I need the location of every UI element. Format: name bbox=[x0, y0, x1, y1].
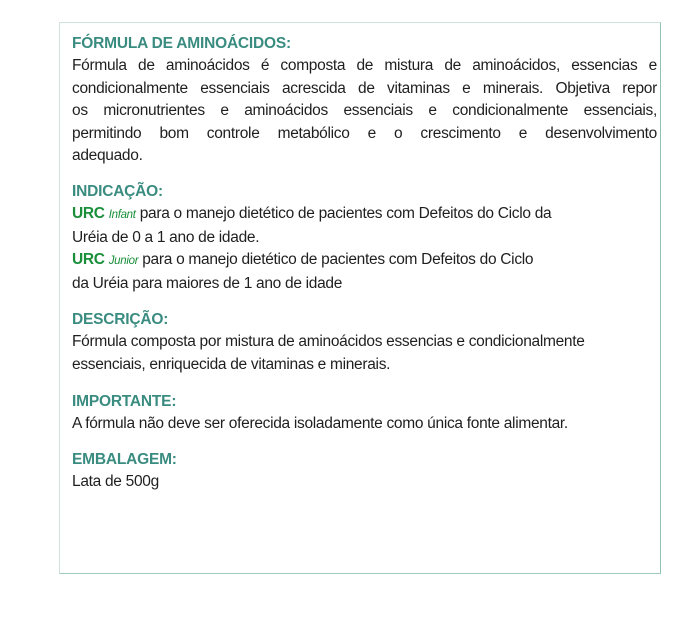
urc-junior-label: Junior bbox=[108, 255, 139, 268]
importante-heading: IMPORTANTE: bbox=[72, 392, 177, 410]
formula-line: permitindo bom controle metabólico e o crescimento e desenvolvimento bbox=[72, 124, 657, 142]
descricao-heading: DESCRIÇÃO: bbox=[72, 311, 169, 329]
urc-brand-label: URC bbox=[72, 251, 105, 269]
product-info-content bbox=[72, 33, 657, 494]
urc-brand-label: URC bbox=[72, 204, 105, 222]
formula-section bbox=[72, 33, 657, 168]
indicacao-junior bbox=[72, 249, 657, 295]
indicacao-junior-line bbox=[72, 249, 657, 273]
indicacao-infant-text: para o manejo dietético de pacientes com Defeitos do Ciclo da bbox=[135, 204, 552, 222]
embalagem-heading: EMBALAGEM: bbox=[72, 451, 177, 469]
formula-heading: FÓRMULA DE AMINOÁCIDOS: bbox=[72, 35, 291, 52]
embalagem-section bbox=[72, 449, 657, 494]
indicacao-section bbox=[72, 181, 657, 295]
formula-line: Fórmula de aminoácidos é composta de mistura de aminoácidos, essencias e bbox=[72, 57, 657, 74]
importante-section bbox=[72, 391, 657, 436]
descricao-line: essenciais, enriquecida de vitaminas e minerais. bbox=[72, 355, 391, 373]
formula-text bbox=[72, 55, 657, 168]
formula-line: condicionalmente essenciais acrescida de vitaminas e minerais. Objetiva repor bbox=[72, 79, 657, 97]
formula-line: os micronutrientes e aminoácidos essenciais e condicionalmente essenciais, bbox=[72, 102, 657, 120]
descricao-section bbox=[72, 309, 657, 376]
indicacao-heading: INDICAÇÃO: bbox=[72, 182, 163, 200]
descricao-line: Fórmula composta por mistura de aminoácidos essencias e condicionalmente bbox=[72, 333, 585, 351]
indicacao-junior-line2: da Uréia para maiores de 1 ano de idade bbox=[72, 274, 343, 292]
indicacao-junior-text: para o manejo dietético de pacientes com Defeitos do Ciclo bbox=[138, 251, 534, 269]
indicacao-infant-line bbox=[72, 203, 657, 227]
formula-line: adequado. bbox=[72, 147, 143, 165]
indicacao-infant-line2: Uréia de 0 a 1 ano de idade. bbox=[72, 228, 260, 246]
indicacao-infant bbox=[72, 203, 657, 249]
descricao-text bbox=[72, 331, 657, 376]
embalagem-text: Lata de 500g bbox=[72, 473, 159, 491]
importante-text: A fórmula não deve ser oferecida isoladamente como única fonte alimentar. bbox=[72, 414, 568, 432]
urc-infant-label: Infant bbox=[108, 208, 136, 221]
